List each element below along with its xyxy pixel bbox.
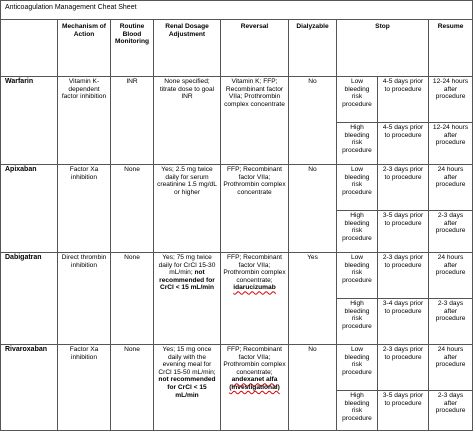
page-title: Anticoagulation Management Cheat Sheet <box>1 1 473 20</box>
risk-label: Low bleeding risk procedure <box>337 77 378 123</box>
dialyzable-cell: No <box>289 77 337 165</box>
header-stop: Stop <box>337 20 429 77</box>
reversal-agent: idarucizumab <box>233 284 276 292</box>
header-mechanism: Mechanism of Action <box>58 20 111 77</box>
resume-cell: 12-24 hours after procedure <box>429 123 473 165</box>
header-resume: Resume <box>429 20 473 77</box>
reversal-text: FFP; Recombinant factor VIIa; Prothrombin complex concentrate; <box>223 254 286 284</box>
risk-label: Low bleeding risk procedure <box>337 165 378 211</box>
risk-label: High bleeding risk procedure <box>337 391 378 431</box>
stop-cell: 4-5 days prior to procedure <box>378 123 429 165</box>
table-row <box>1 165 473 211</box>
risk-label: High bleeding risk procedure <box>337 299 378 345</box>
risk-label: Low bleeding risk procedure <box>337 345 378 391</box>
renal-warning: not recommended for CrCl < 15 mL/min <box>159 269 215 292</box>
reversal-agent: andexanet alfa (investigational) <box>229 376 280 391</box>
renal-text: Yes; 15 mg once daily with the evening meal for CrCl 15-50 mL/min; <box>158 346 216 376</box>
mechanism-cell: Factor Xa inhibition <box>58 345 111 431</box>
renal-cell: Yes; 2.5 mg twice daily for serum creatinine 1.5 mg/dL or higher <box>154 165 221 253</box>
renal-cell <box>154 345 221 431</box>
mechanism-cell: Direct thrombin inhibition <box>58 253 111 345</box>
resume-cell: 2-3 days after procedure <box>429 211 473 253</box>
dialyzable-cell: Yes <box>289 253 337 345</box>
dialyzable-cell: No <box>289 165 337 253</box>
drug-name: Dabigatran <box>1 253 58 345</box>
table-row <box>1 253 473 299</box>
risk-label: High bleeding risk procedure <box>337 123 378 165</box>
header-drug <box>1 20 58 77</box>
reversal-cell <box>221 253 289 345</box>
resume-cell: 2-3 days after procedure <box>429 391 473 431</box>
renal-text: Yes; 75 mg twice daily for CrCl 15-30 mL/min; <box>158 254 216 277</box>
resume-cell: 12-24 hours after procedure <box>429 77 473 123</box>
resume-cell: 24 hours after procedure <box>429 165 473 211</box>
resume-cell: 24 hours after procedure <box>429 345 473 391</box>
renal-cell: None specified; titrate dose to goal INR <box>154 77 221 165</box>
reversal-text: FFP; Recombinant factor VIIa; Prothrombin complex concentrate; <box>223 346 286 376</box>
monitoring-cell: None <box>111 165 154 253</box>
table-row <box>1 345 473 391</box>
renal-cell <box>154 253 221 345</box>
header-monitoring: Routine Blood Monitoring <box>111 20 154 77</box>
stop-cell: 2-3 days prior to procedure <box>378 253 429 299</box>
reversal-cell: Vitamin K; FFP; Recombinant factor VIIa; Prothrombin complex concentrate <box>221 77 289 165</box>
header-renal: Renal Dosage Adjustment <box>154 20 221 77</box>
stop-cell: 2-3 days prior to procedure <box>378 165 429 211</box>
mechanism-cell: Factor Xa inhibition <box>58 165 111 253</box>
risk-label: Low bleeding risk procedure <box>337 253 378 299</box>
dialyzable-cell: No <box>289 345 337 431</box>
stop-cell: 2-3 days prior to procedure <box>378 345 429 391</box>
header-dialyzable: Dialyzable <box>289 20 337 77</box>
stop-cell: 3-5 days prior to procedure <box>378 211 429 253</box>
drug-name: Apixaban <box>1 165 58 253</box>
reversal-cell: FFP; Recombinant factor VIIa; Prothrombin complex concentrate <box>221 165 289 253</box>
monitoring-cell: None <box>111 345 154 431</box>
header-row <box>1 20 473 77</box>
stop-cell: 3-5 days prior to procedure <box>378 391 429 431</box>
resume-cell: 24 hours after procedure <box>429 253 473 299</box>
stop-cell: 3-4 days prior to procedure <box>378 299 429 345</box>
reversal-cell <box>221 345 289 431</box>
table-row <box>1 77 473 123</box>
resume-cell: 2-3 days after procedure <box>429 299 473 345</box>
stop-cell: 4-5 days prior to procedure <box>378 77 429 123</box>
mechanism-cell: Vitamin K-dependent factor inhibition <box>58 77 111 165</box>
header-reversal: Reversal <box>221 20 289 77</box>
risk-label: High bleeding risk procedure <box>337 211 378 253</box>
drug-name: Rivaroxaban <box>1 345 58 431</box>
monitoring-cell: None <box>111 253 154 345</box>
monitoring-cell: INR <box>111 77 154 165</box>
drug-name: Warfarin <box>1 77 58 165</box>
renal-warning: not recommended for CrCl < 15 mL/min <box>158 376 216 399</box>
